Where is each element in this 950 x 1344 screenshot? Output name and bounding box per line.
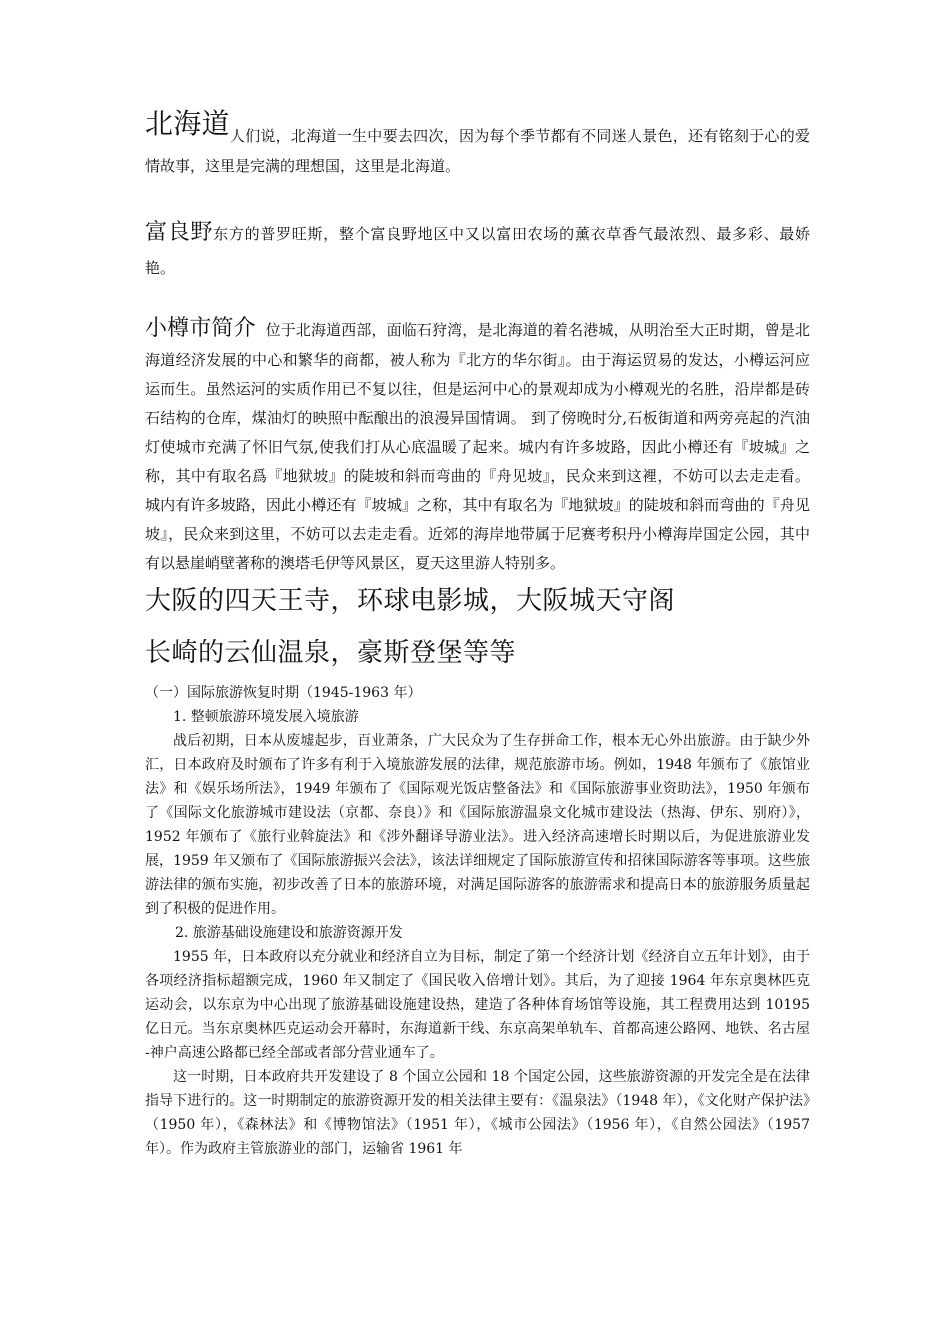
- section-title-furano: 富良野: [145, 220, 214, 245]
- osaka-line: 大阪的四天王寺，环球电影城，大阪城天守阁: [145, 586, 676, 616]
- subsection-title-1: 1. 整顿旅游环境发展入境旅游: [173, 709, 359, 725]
- section-otaru: [145, 312, 810, 578]
- section-text-furano: 东方的普罗旺斯，整个富良野地区中又以富田农场的薰衣草香气最浓烈、最多彩、最娇艳。: [145, 225, 810, 277]
- subsection-text-1: 战后初期，日本从废墟起步，百业萧条，广大民众为了生存拼命工作，根本无心外出旅游。由于缺少外汇，日本政府及时颁布了许多有利于入境旅游发展的法律，规范旅游市场。例如，1948 年颁布了《旅馆业法》和《娱乐场所法》，1949 年颁布了《国际观光饭店整备法》和《国际旅游事业资助法》，1950 年颁布了《国际文化旅游城市建设法（京都、奈良）》和《国际旅游温泉文化城市建设法（热海、伊东、别府）》，1952 年颁布了《旅行业斡旋法》和《涉外翻译导游业法》。进入经济高速增长时期以后，为促进旅游业发展，1959 年又颁布了《国际旅游振兴会法》，该法详细规定了国际旅游宣传和招徕国际游客等事项。这些旅游法律的颁布实施，初步改善了日本的旅游环境，对满足国际游客的旅游需求和提高日本的旅游服务质量起到了积极的促进作用。: [145, 733, 810, 917]
- section-title-hokkaido: 北海道: [145, 107, 230, 140]
- section-text-otaru: 位于北海道西部，面临石狩湾，是北海道的着名港城，从明治至大正时期，曾是北海道经济发展的中心和繁华的商都，被人称为『北方的华尔街』。由于海运贸易的发达，小樽运河应运而生。虽然运河的实质作用已不复以往，但是运河中心的景观却成为小樽观光的名胜，沿岸都是砖石结构的仓库，煤油灯的映照中酝酿出的浪漫异国情调。 到了傍晚时分,石板街道和两旁亮起的汽油灯使城市充满了怀旧气氛,使我们打从心底温暖了起来。城内有许多坡路，因此小樽还有『坡城』之称，其中有取名爲『地狱坡』的陡坡和斜而弯曲的『舟见坡』，民众来到这裡，不妨可以去走走看。 城内有许多坡路，因此小樽还有『坡城』之称，其中有取名为『地狱坡』的陡坡和斜而弯曲的『舟见坡』，民众来到这里，不妨可以去走走看。近郊的海岸地带属于尼赛考积丹小樽海岸国定公园，其中有以悬崖峭壁著称的澳塔毛伊等风景区，夏天这里游人特别多。: [145, 321, 810, 572]
- section-hokkaido: [145, 104, 810, 173]
- subsection-text-2b: 这一时期，日本政府共开发建设了 8 个国立公园和 18 个国定公园，这些旅游资源的开发完全是在法律指导下进行的。这一时期制定的旅游资源开发的相关法律主要有：《温泉法》（1948 年），《文化财产保护法》（1950 年），《森林法》和《博物馆法》（1951 年），《城市公园法》（1956 年），《自然公园法》（1957 年）。作为政府主管旅游业的部门，运输省 1961 年: [145, 1069, 810, 1157]
- nagasaki-line: 长崎的云仙温泉，豪斯登堡等等: [145, 638, 517, 668]
- subsection-text-2a: 1955 年，日本政府以充分就业和经济自立为目标，制定了第一个经济计划《经济自立五年计划》，由于各项经济指标超额完成，1960 年又制定了《国民收入倍增计划》。其后，为了迎接 1964 年东京奥林匹克运动会，以东京为中心出现了旅游基础设施建设热，建造了各种体育场馆等设施，其工程费用达到 10195 亿日元。当东京奥林匹克运动会开幕时，东海道新干线、东京高架单轨车、首都高速公路网、地铁、名古屋 -神户高速公路都已经全部或者部分营业通车了。: [145, 949, 810, 1061]
- section-furano: [145, 216, 810, 285]
- subsection-title-2: 2. 旅游基础设施建设和旅游资源开发: [175, 925, 403, 941]
- section-history: [145, 681, 810, 1161]
- section-text-hokkaido: 人们说，北海道一生中要去四次，因为每个季节都有不同迷人景色，还有铭刻于心的爱情故事，这里是完满的理想国，这里是北海道。: [145, 127, 810, 175]
- section-title-otaru: 小樽市简介: [145, 316, 256, 341]
- period-title: （一）国际旅游恢复时期（1945-1963 年）: [145, 685, 422, 701]
